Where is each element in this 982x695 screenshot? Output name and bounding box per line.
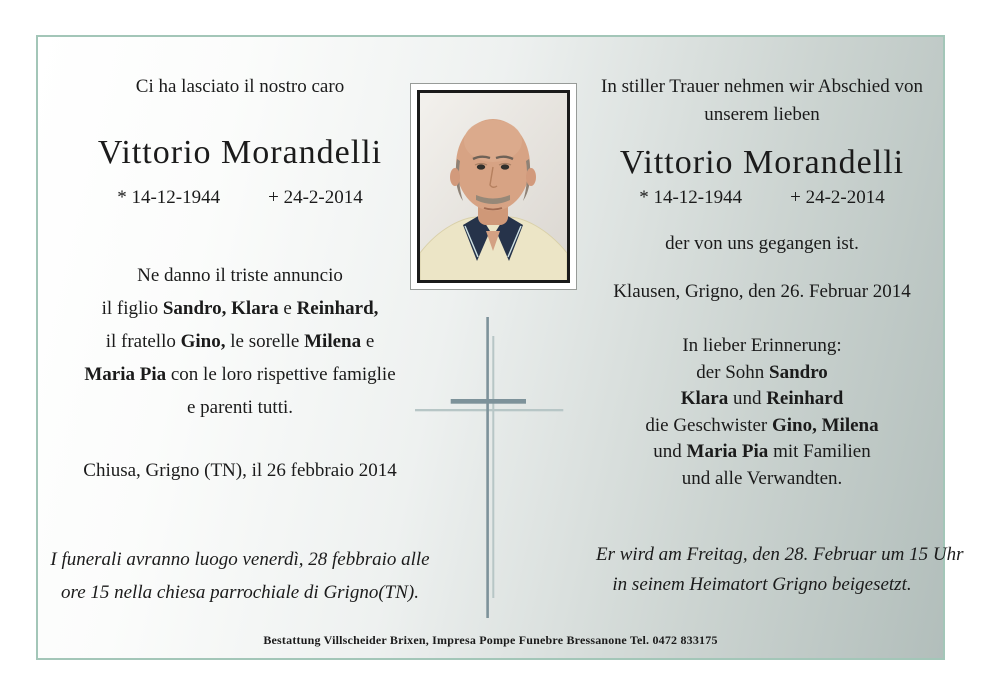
text-line: Klara und Reinhard <box>680 388 844 409</box>
text-line: die Geschwister Gino, Milena <box>645 414 879 436</box>
text-line: In stiller Trauer nehmen wir Abschied von <box>601 76 923 97</box>
italian-dateline: Chiusa, Grigno (TN), il 26 febbraio 2014 <box>83 460 397 481</box>
text-line: der Sohn Sandro <box>696 361 828 383</box>
death-date: + 24-2-2014 <box>790 187 885 208</box>
text-line: unserem lieben <box>704 104 820 125</box>
text-line: Maria Pia con le loro rispettive famiglie <box>84 364 396 385</box>
birth-date: * 14-12-1944 <box>639 187 743 208</box>
memorial-cross-icon <box>408 315 573 625</box>
text-line: und Maria Pia mit Familien <box>653 441 871 462</box>
text-line: und alle Verwandten. <box>681 467 843 489</box>
text-line: il fratello Gino, le sorelle Milena e <box>105 331 375 352</box>
text-line: In lieber Erinnerung: <box>682 335 842 356</box>
italian-announcement <box>38 259 442 424</box>
portrait-illustration <box>420 93 567 280</box>
text-line: il figlio Sandro, Klara e Reinhard, <box>101 298 379 319</box>
deceased-name-german: Vittorio Morandelli <box>619 144 905 181</box>
italian-intro-text: Ci ha lasciato il nostro caro <box>135 76 345 97</box>
german-memory-list <box>596 333 928 492</box>
life-dates-italian <box>38 187 442 209</box>
text-line: Ne danno il triste annuncio <box>137 265 343 286</box>
german-passed-text: der von uns gegangen ist. <box>665 233 859 254</box>
text-line: ore 15 nella chiesa parrochiale di Grigno(TN). <box>61 582 419 603</box>
deceased-name-italian: Vittorio Morandelli <box>97 134 383 171</box>
text-line: I funerali avranno luogo venerdì, 28 febbraio alle <box>50 549 430 570</box>
portrait-photo <box>417 90 570 283</box>
life-dates-german <box>596 187 928 209</box>
funeral-home-footer: Bestattung Villscheider Brixen, Impresa Pompe Funebre Bressanone Tel. 0472 833175 <box>263 633 718 647</box>
birth-date: * 14-12-1944 <box>117 187 221 208</box>
text-line: in seinem Heimatort Grigno beigesetzt. <box>612 574 912 595</box>
text-line: Er wird am Freitag, den 28. Februar um 15 Uhr <box>596 544 964 565</box>
german-burial-notice <box>596 540 964 600</box>
german-dateline: Klausen, Grigno, den 26. Februar 2014 <box>613 281 911 302</box>
portrait-photo-frame <box>410 83 577 290</box>
text-line: e parenti tutti. <box>186 397 294 418</box>
italian-funeral-notice <box>38 543 442 609</box>
death-date: + 24-2-2014 <box>268 187 363 208</box>
german-intro-text <box>596 73 928 129</box>
memorial-card <box>36 35 964 660</box>
